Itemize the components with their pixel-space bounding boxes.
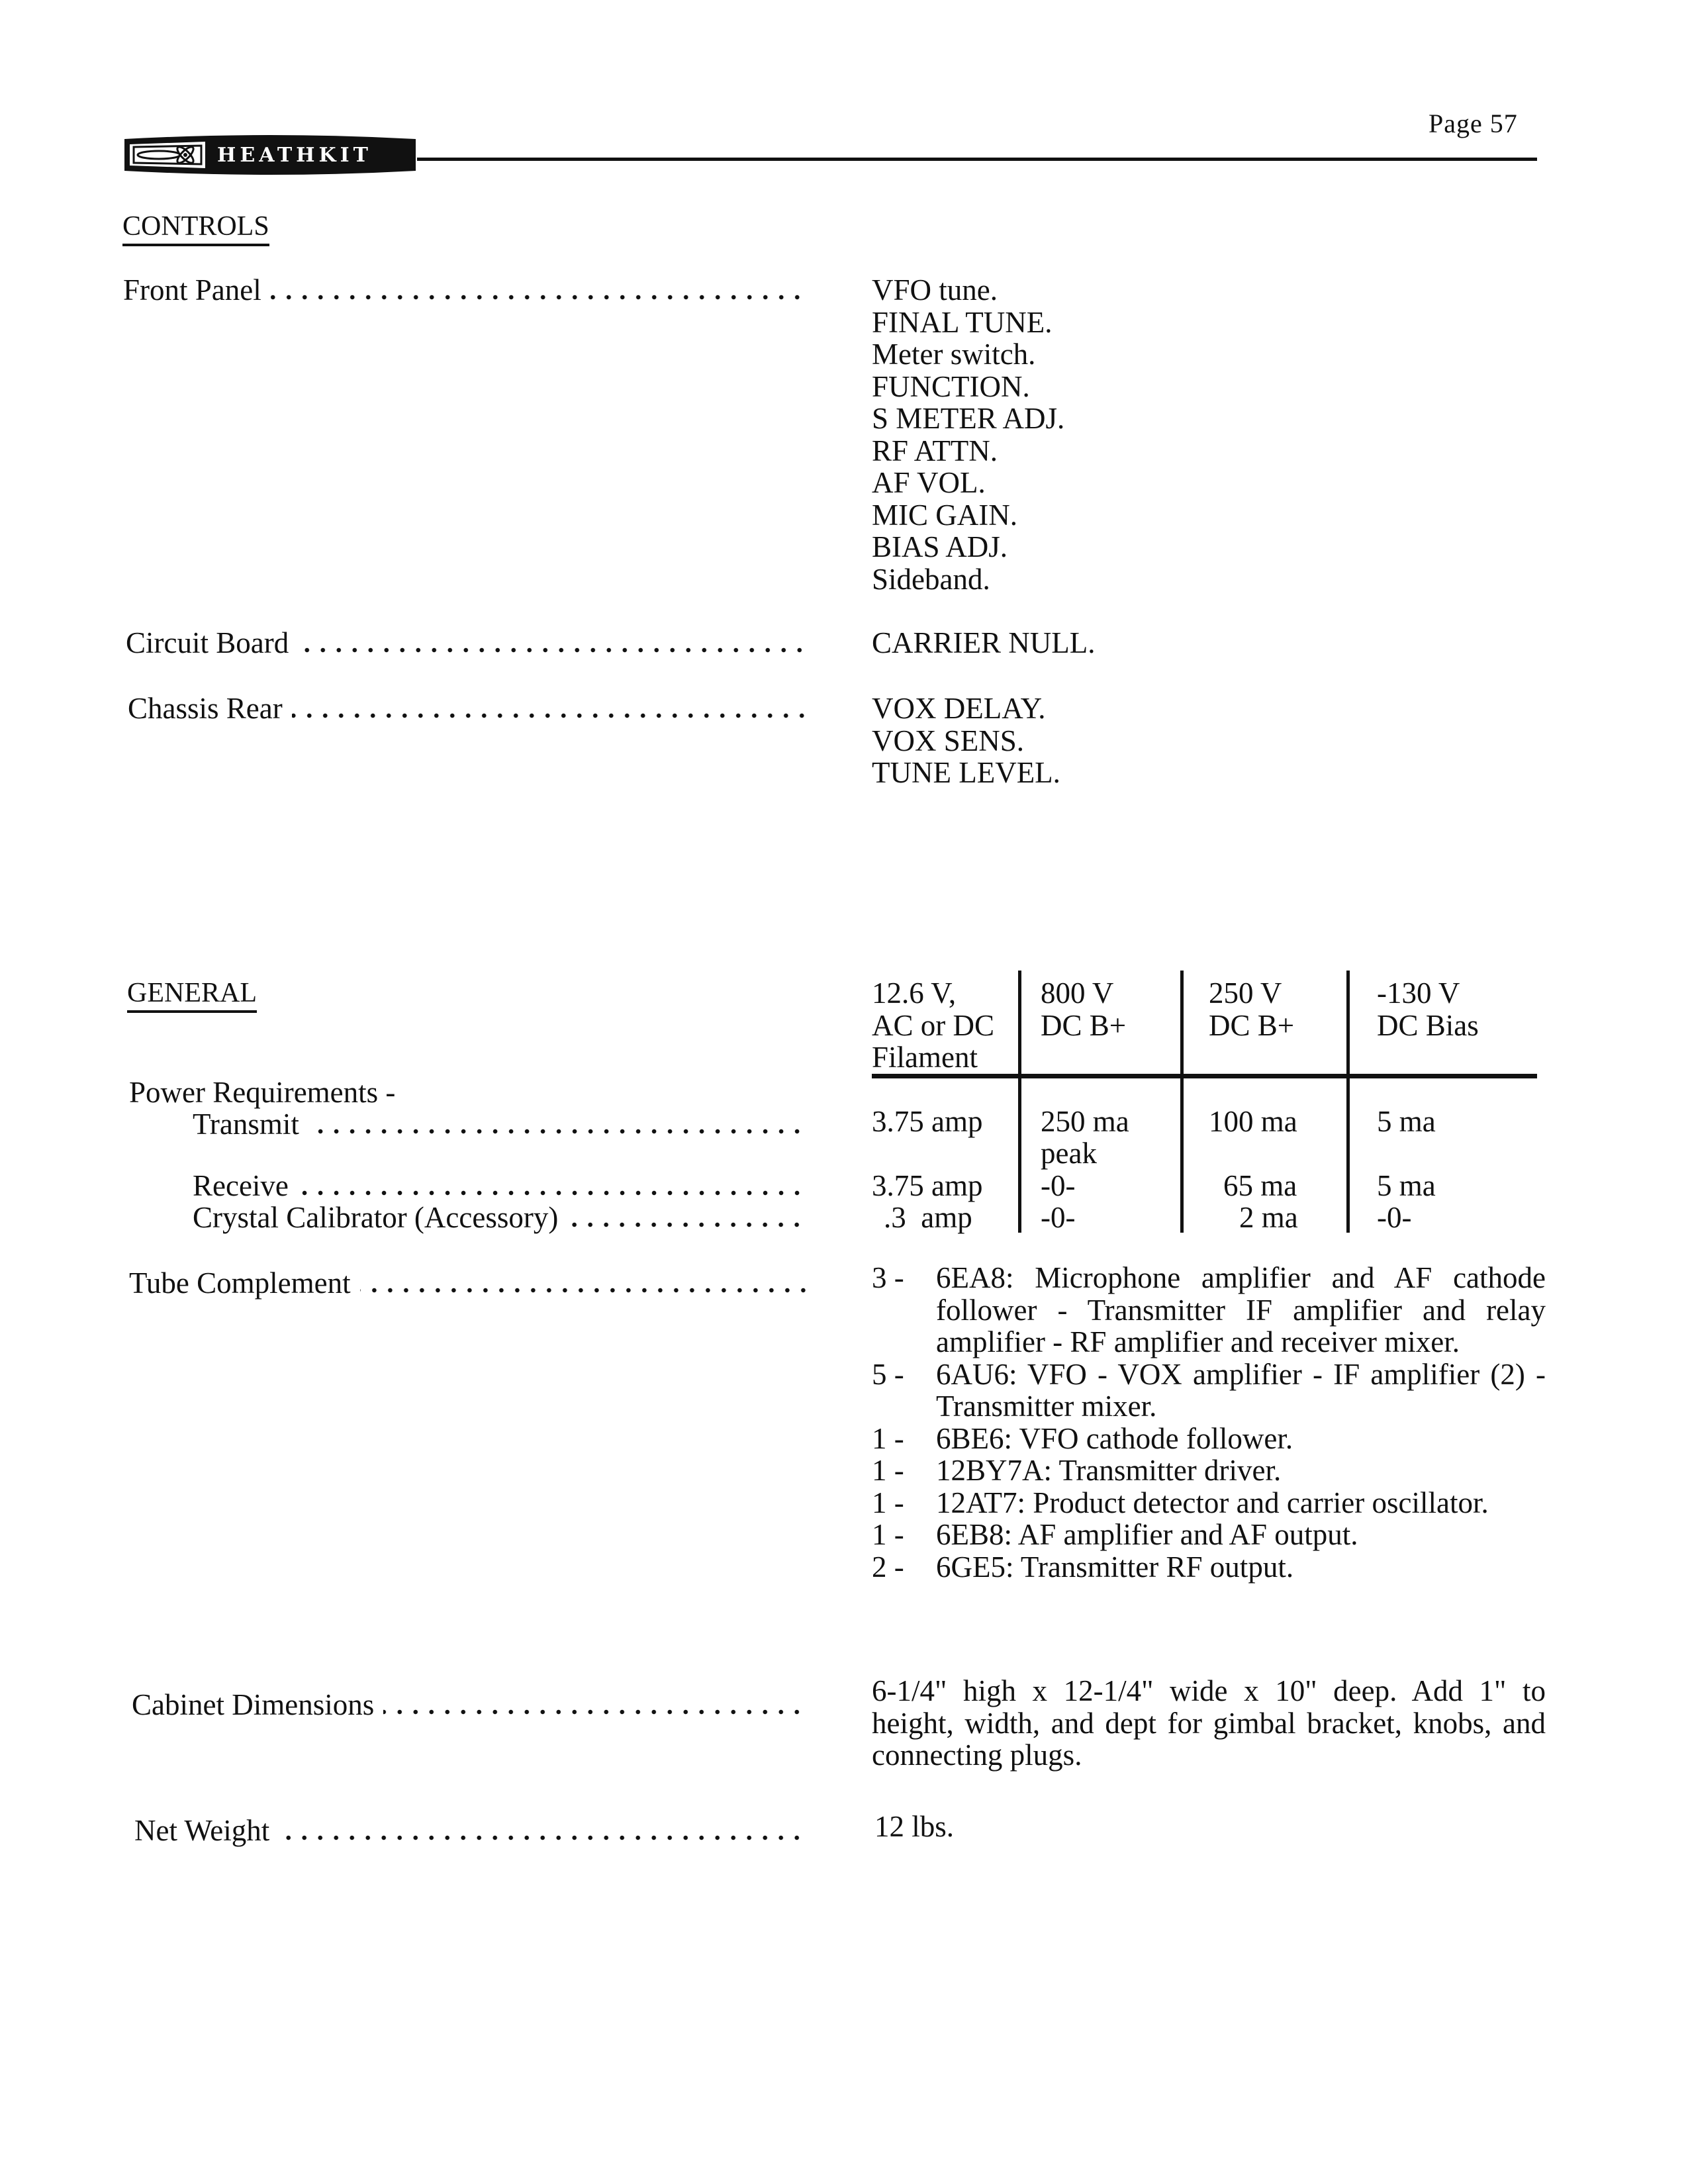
header-rule xyxy=(417,158,1537,161)
transmit-label xyxy=(193,1108,805,1141)
tube-list xyxy=(872,1262,1546,1583)
tube-item xyxy=(872,1551,1546,1584)
control-item: MIC GAIN. xyxy=(872,498,1017,532)
label-text: Tube Complement xyxy=(129,1266,351,1300)
header-line: 12.6 V, xyxy=(872,976,957,1010)
dot-leader xyxy=(298,647,808,653)
column-header-bias xyxy=(1377,977,1479,1041)
dot-leader xyxy=(298,1190,805,1196)
column-divider xyxy=(1346,971,1350,1233)
tube-description: 12BY7A: Transmitter driver. xyxy=(936,1454,1282,1487)
dot-leader xyxy=(271,295,805,300)
controls-heading: CONTROLS xyxy=(122,212,269,246)
header-line: -130 V xyxy=(1377,976,1460,1010)
tube-item xyxy=(872,1423,1546,1455)
net-weight-label xyxy=(134,1815,805,1847)
front-panel-label xyxy=(123,274,805,307)
cabinet-dimensions-value: 6-1/4" high x 12-1/4" wide x 10" deep. Add 1" to height, width, and dept for gimbal bracket, knobs, and connecting plugs. xyxy=(872,1674,1546,1772)
tube-item xyxy=(872,1262,1546,1358)
net-weight-value: 12 lbs. xyxy=(874,1810,955,1843)
header-line: AC or DC xyxy=(872,1008,995,1042)
tube-description: 6BE6: VFO cathode follower. xyxy=(936,1421,1293,1455)
tube-complement-label xyxy=(129,1267,811,1300)
circuit-board-label xyxy=(126,627,808,659)
heathkit-logo xyxy=(119,130,421,180)
tube-item xyxy=(872,1358,1546,1423)
label-text: Transmit xyxy=(193,1108,299,1141)
label-text: Circuit Board xyxy=(126,626,289,659)
tube-qty: 3 - xyxy=(872,1261,904,1294)
tube-qty: 1 - xyxy=(872,1421,904,1455)
control-item: VOX DELAY. xyxy=(872,692,1046,725)
dot-leader xyxy=(383,1709,805,1715)
cabinet-dimensions-label xyxy=(132,1689,805,1721)
control-item: BIAS ADJ. xyxy=(872,530,1008,563)
header-line: Filament xyxy=(872,1041,978,1074)
label-text: Chassis Rear xyxy=(128,692,283,725)
header-line: DC Bias xyxy=(1377,1008,1479,1042)
dot-leader xyxy=(292,713,810,718)
control-item: TUNE LEVEL. xyxy=(872,756,1060,789)
header-line: DC B+ xyxy=(1041,1008,1127,1042)
label-text: Front Panel xyxy=(123,273,261,307)
table-cell: 3.75 amp xyxy=(872,1169,983,1202)
table-cell: -0- xyxy=(1377,1201,1412,1234)
table-cell: .3 amp xyxy=(884,1201,972,1234)
tube-description: 6EA8: Microphone amplifier and AF cathode follower - Transmitter IF amplifier and relay amplifier - RF amplifier and receiver mixer. xyxy=(936,1261,1546,1358)
chassis-rear-items xyxy=(872,692,1060,789)
control-item: S METER ADJ. xyxy=(872,402,1065,435)
general-heading: GENERAL xyxy=(127,978,257,1013)
label-text: Receive xyxy=(193,1169,289,1202)
circuit-board-item: CARRIER NULL. xyxy=(872,626,1096,659)
label-text: Cabinet Dimensions xyxy=(132,1688,375,1721)
power-requirements-label: Power Requirements - xyxy=(129,1076,396,1109)
tube-item xyxy=(872,1487,1546,1519)
control-item: FINAL TUNE. xyxy=(872,305,1053,339)
tube-qty: 5 - xyxy=(872,1357,904,1391)
table-cell: 65 ma xyxy=(1223,1169,1297,1202)
table-header-rule xyxy=(872,1074,1537,1078)
table-cell: 3.75 amp xyxy=(872,1105,983,1138)
control-item: VOX SENS. xyxy=(872,724,1025,757)
column-header-250v xyxy=(1209,977,1294,1041)
receive-label xyxy=(193,1170,805,1202)
tube-qty: 2 - xyxy=(872,1550,904,1584)
tube-qty: 1 - xyxy=(872,1486,904,1519)
label-text: Crystal Calibrator (Accessory) xyxy=(193,1201,559,1234)
tube-description: 6GE5: Transmitter RF output. xyxy=(936,1550,1294,1584)
table-cell: 5 ma xyxy=(1377,1105,1436,1138)
dot-leader xyxy=(567,1222,805,1227)
tube-qty: 1 - xyxy=(872,1518,904,1551)
header-line: DC B+ xyxy=(1209,1008,1295,1042)
tube-description: 6EB8: AF amplifier and AF output. xyxy=(936,1518,1358,1551)
dot-leader xyxy=(360,1288,811,1293)
header-line: 250 V xyxy=(1209,976,1282,1010)
control-item: FUNCTION. xyxy=(872,369,1030,403)
table-cell: -0- xyxy=(1041,1201,1076,1234)
column-divider xyxy=(1018,971,1021,1233)
tube-qty: 1 - xyxy=(872,1454,904,1487)
control-item: Meter switch. xyxy=(872,338,1036,371)
table-cell: 250 ma xyxy=(1041,1105,1129,1138)
tube-description: 12AT7: Product detector and carrier oscillator. xyxy=(936,1486,1489,1519)
svg-text:HEATHKIT: HEATHKIT xyxy=(217,144,372,167)
control-item: VFO tune. xyxy=(872,273,998,307)
crystal-calibrator-label xyxy=(193,1202,805,1234)
header-line: 800 V xyxy=(1041,976,1114,1010)
table-cell: -0- xyxy=(1041,1169,1076,1202)
table-cell: 100 ma xyxy=(1209,1105,1297,1138)
chassis-rear-label xyxy=(128,692,810,725)
label-text: Net Weight xyxy=(134,1814,270,1847)
tube-item xyxy=(872,1454,1546,1487)
control-item: Sideband. xyxy=(872,562,990,596)
page-number: Page 57 xyxy=(1429,109,1518,138)
tube-item xyxy=(872,1519,1546,1551)
dot-leader xyxy=(308,1129,805,1134)
control-item: AF VOL. xyxy=(872,466,986,499)
control-item: RF ATTN. xyxy=(872,434,998,467)
column-header-800v xyxy=(1041,977,1126,1041)
front-panel-items xyxy=(872,274,1064,595)
column-divider xyxy=(1180,971,1184,1233)
table-cell-note: peak xyxy=(1041,1137,1097,1170)
table-cell: 5 ma xyxy=(1377,1169,1436,1202)
dot-leader xyxy=(279,1835,805,1840)
tube-description: 6AU6: VFO - VOX amplifier - IF amplifier (2) - Transmitter mixer. xyxy=(936,1357,1546,1423)
table-cell: 2 ma xyxy=(1239,1201,1298,1234)
column-header-filament xyxy=(872,977,994,1074)
